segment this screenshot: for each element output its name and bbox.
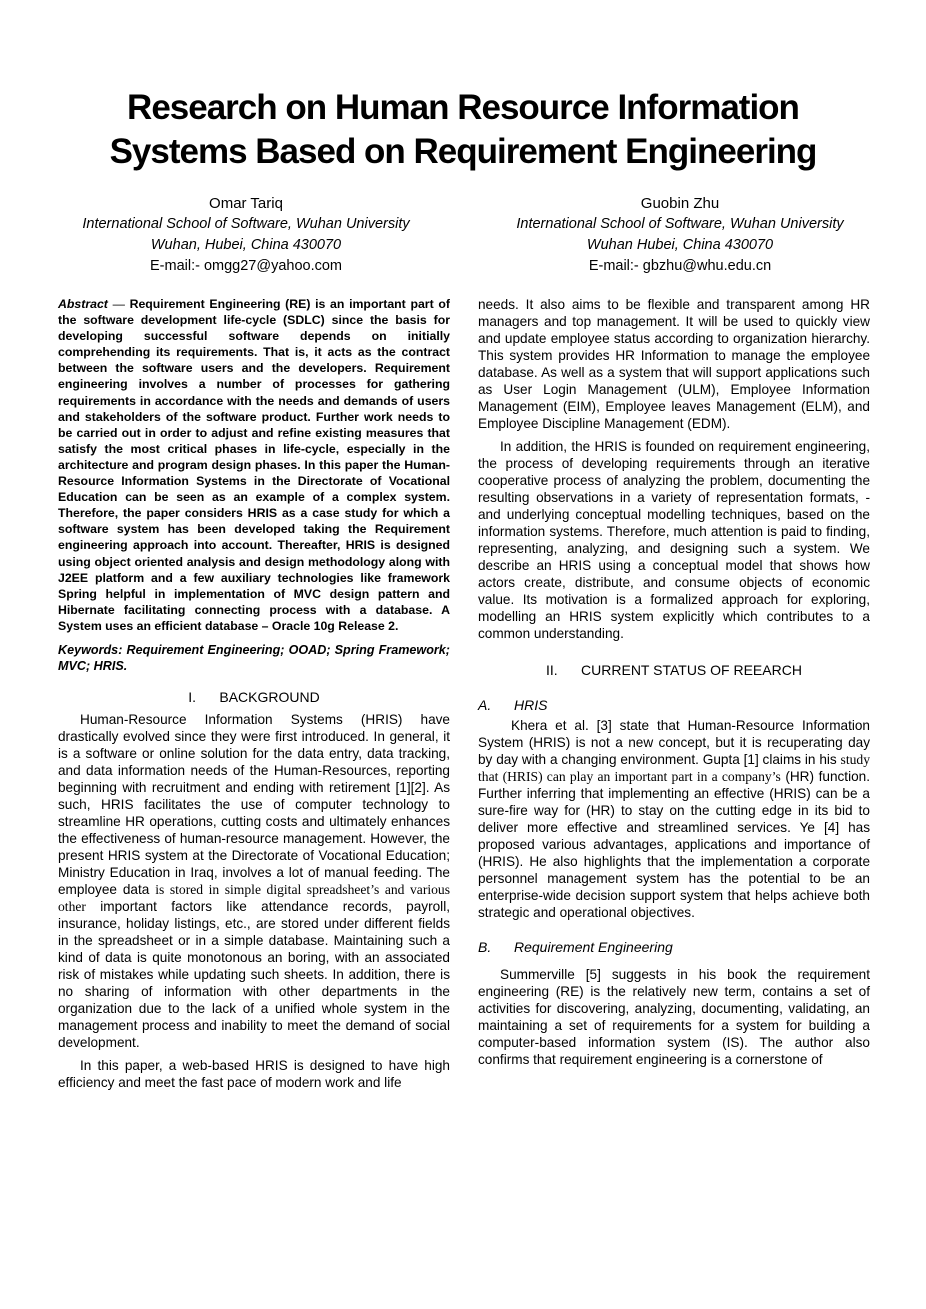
background-paragraph-1	[58, 711, 450, 1051]
abstract-text: Requirement Engineering (RE) is an important part of the software development life-cycle (SDLC) since the basis for developing successful software depends on initially comprehending its requirements. That is, it acts as the contract between the software users and the developers. Requirement engineering involves a number of processes for gathering requirements in accordance with the needs and demands of users and stakeholders of the software product. Further work needs to be carried out in order to adjust and refine existing measures that satisfy the most critical phases in life-cycle, especially in the architecture and program design phases. In this paper the Human-Resource Information Systems in the Directorate of Vocational Education can be seen as an example of a complex system. Therefore, the paper considers HRIS as a case study for which a software system has been developed taking the Requirement engineering approach into account. Thereafter, HRIS is designed using object oriented analysis and design methodology along with J2EE platform and a few auxiliary technologies like framework Spring helpful in implementation of MVC design pattern and Hibernate facilitating connecting process with a database. A System uses an efficient database – Oracle 10g Release 2.	[58, 297, 450, 633]
text-span: Khera et al. [3] state that Human-Resource Information System (HRIS) is not a new concept, but it is recuperating day by day with a changing environment. Gupta [1] claims in his	[478, 718, 870, 767]
author-affiliation: International School of Software, Wuhan University	[516, 216, 844, 232]
title-line-1: Research on Human Resource Information	[127, 88, 799, 127]
subsection-title: HRIS	[514, 697, 548, 713]
section-heading-text: I. BACKGROUND	[188, 688, 320, 705]
right-paragraph-2: In addition, the HRIS is founded on requirement engineering, the process of developing requirements through an iterative cooperative process of analyzing the problem, documenting the resulting observations in a variety of representation formats, - and underlying conceptual modelling techniques, based on the information systems. Therefore, much attention is paid to finding, representing, analyzing, and designing such a system. We describe an HRIS using a conceptual model that shows how actors create, distribute, and consume objects of economic value. Its motivation is a formalized approach for exploring, modelling an HRIS system explicitly which contributes to a common understanding.	[478, 439, 870, 641]
text-span: (HR) function. Further inferring that implementing an effective (HRIS) can be a sure-fire way for (HR) to stay on the cutting edge in its bid to deliver more effective and streamlined services. Ye [4] has proposed various advantages, applications and importance of (HRIS). He also highlights that the implementation a corporate personnel management system has the potential to be an enterprise-wide decision support system that helps achieve both strategic and operational objectives.	[478, 769, 870, 920]
subsection-heading-re	[478, 939, 870, 956]
text-span: is stored in simple digital spreadsheet’s and various other	[58, 881, 450, 914]
title-line-2: Systems Based on Requirement Engineering	[109, 132, 817, 171]
subsection-number: B.	[478, 939, 492, 955]
author-name: Omar Tariq	[209, 195, 283, 212]
section-heading-current-status	[478, 662, 870, 679]
author-email: E-mail:- gbzhu@whu.edu.cn	[588, 258, 772, 274]
background-paragraph-2: In this paper, a web-based HRIS is designed to have high efficiency and meet the fast pace of modern work and life	[58, 1057, 450, 1090]
subsection-title: Requirement Engineering	[514, 939, 673, 955]
right-column	[478, 296, 870, 1068]
hris-paragraph	[478, 717, 870, 921]
abstract-label: Abstract	[58, 297, 108, 311]
author-location: Wuhan Hubei, China 430070	[586, 237, 774, 253]
subsection-number: A.	[478, 697, 492, 713]
text-span: Human-Resource Information Systems (HRIS) have drastically evolved since they were first introduced. In general, it is a software or online solution for the data entry, data tracking, and data information needs of the Human-Resources, reporting beginning with recruitment and ending with retirement [1][2]. As such, HRIS facilitates the use of computer technology to streamline HR operations, cutting costs and ultimately enhances the effectiveness of human-resource management. However, the present HRIS system at the Directorate of Vocational Education; Ministry Education in Iraq, involves a lot of manual feeding. The employee data	[58, 711, 450, 897]
author-email: E-mail:- omgg27@yahoo.com	[149, 258, 343, 274]
re-paragraph: Summerville [5] suggests in his book the requirement engineering (RE) is the relatively new term, contains a set of activities for discovering, analyzing, documenting, validating, an maintaining a set of requirements for a system for building a computer-based information system (IS). The author also confirms that requirement engineering is a cornerstone of	[478, 967, 870, 1067]
abstract-dash: —	[107, 297, 130, 311]
keywords: Keywords: Requirement Engineering; OOAD; Spring Framework; MVC; HRIS.	[58, 642, 450, 674]
author-block-1	[46, 193, 446, 277]
subsection-heading-hris	[478, 697, 870, 714]
abstract	[58, 296, 450, 634]
author-name: Guobin Zhu	[640, 195, 720, 212]
text-span: important factors like attendance records, payroll, insurance, holiday listings, etc., are stored under different fields in the spreadsheet or in a simple database. Maintaining such a kind of data is quite monotonous an boring, with an associated risk of mistakes while updating such sheets. In addition, there is no sharing of information with other departments in the organization due to the lack of a unified whole system in the management process and inability to meet the demand of social development.	[58, 898, 450, 1050]
section-heading-background	[58, 689, 450, 706]
text-span: study that (HRIS) can play an important part in a company’s	[478, 752, 870, 784]
section-heading-text: II. CURRENT STATUS OF REEARCH	[546, 662, 802, 678]
author-location: Wuhan, Hubei, China 430070	[150, 237, 342, 253]
author-block-2	[480, 193, 880, 277]
paper-title	[40, 86, 886, 174]
left-column	[58, 296, 450, 1091]
right-paragraph-1: needs. It also aims to be flexible and transparent among HR managers and top management. It will be used to quickly view and update employee status according to organization hierarchy. This system provides HR Information to manage the employee database. As well as a system that will support applications such as User Login Management (ULM), Employee Information Management (EIM), Employee leaves Management (ELM), and Employee Discipline Management (EDM).	[478, 297, 870, 431]
author-affiliation: International School of Software, Wuhan University	[82, 216, 410, 232]
